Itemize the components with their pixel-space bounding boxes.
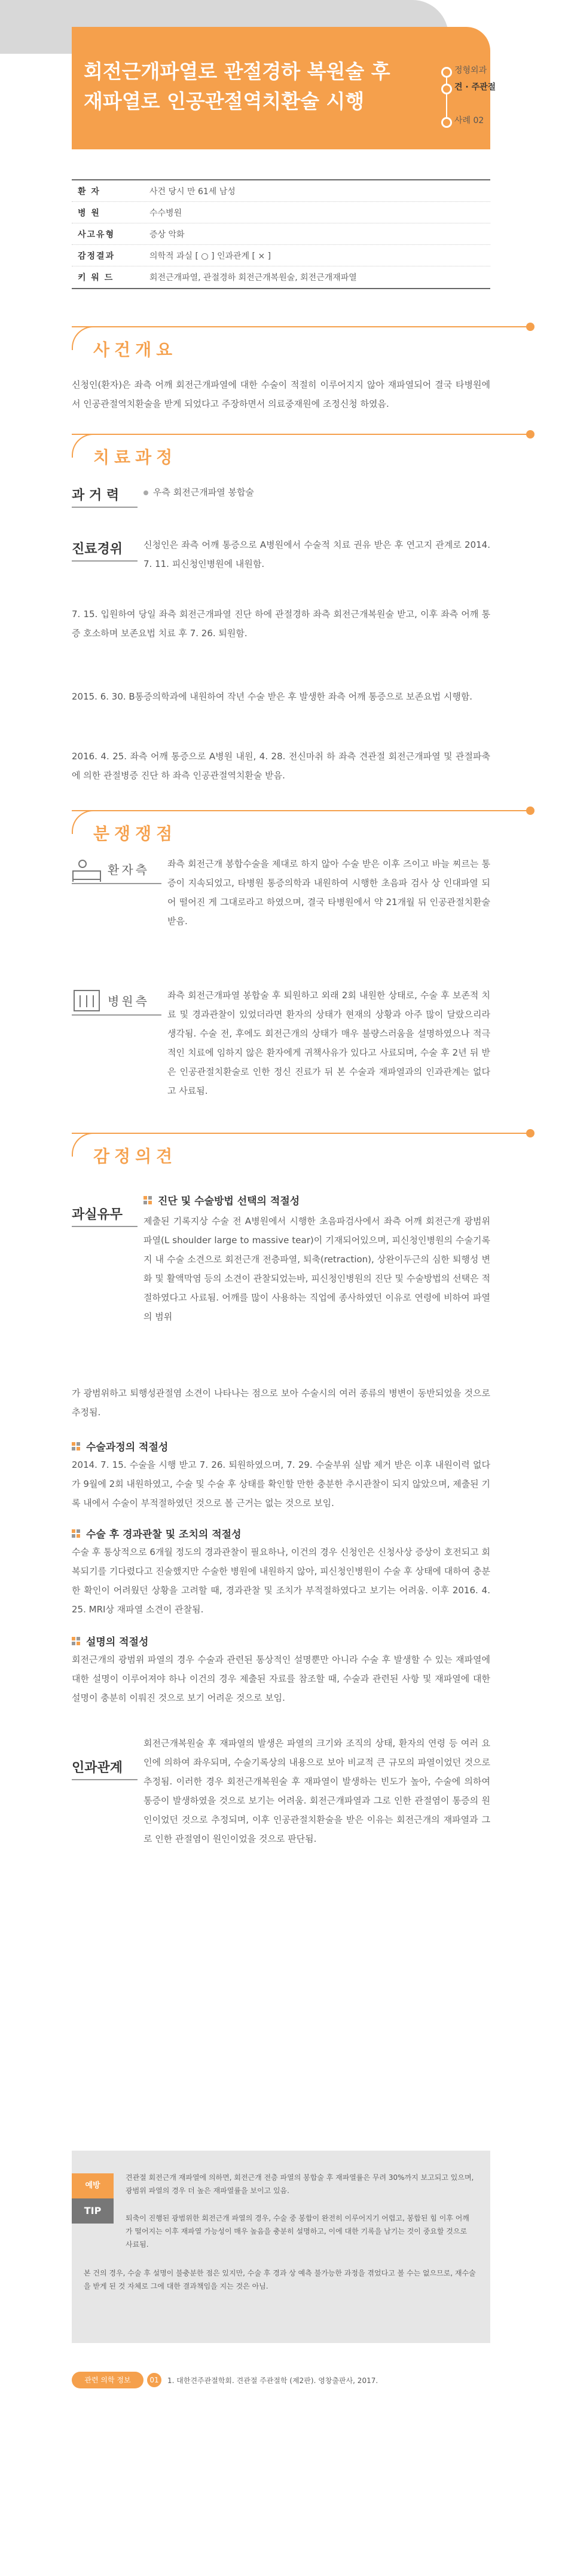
tip-badge: 예방 TIP xyxy=(72,2173,114,2224)
course-p2: 7. 15. 입원하여 당일 좌측 회전근개파열 진단 하에 관절경하 좌측 회전근개복원술 받고, 이후 좌측 어깨 통증 호소하며 보존요법 치료 후 7. 26. 퇴원함. xyxy=(72,609,490,639)
overview-text: 신청인(환자)은 좌측 어깨 회전근개파열에 대한 수술이 적절히 이루어지지 않아 재파열되어 결국 타병원에서 인공관절역치환술을 받게 되었다고 주장하면서 의료중재원에 조정신청 하였음. xyxy=(72,379,490,409)
opinion-s1-text-a: 제출된 기록지상 수술 전 A병원에서 시행한 초음파검사에서 좌측 어깨 회전근개 광범위 파열(L shoulder large to massive tear)이 기재되어있으며, 피신청인병원의 수술기록지 내 수술 소견으로 회전근개 전층파열, 퇴축(retraction), 상완이두근의 심한 퇴행성 변화 및 활액막염 등의 소견이 관찰되었는바, 피신청인병원의 진단 및 수술방법의 선택은 적절하였다고 사료됨. 어깨를 많이 사용하는 직업에 종사하였던 이유로 연령에 비하여 파열의 범위 xyxy=(143,1216,490,1322)
square-bullet-icon xyxy=(143,1196,152,1204)
category-dot-1 xyxy=(441,67,452,78)
ref-number: 01 xyxy=(147,2373,161,2387)
tip-text-2: 퇴축이 진행된 광범위한 회전근개 파열의 경우, 수술 중 봉합이 완전히 이루어지기 어렵고, 봉합된 힘 이후 어깨가 떨어지는 이후 재파열 가능성이 매우 높음을 충분히 설명하고, 이에 대한 기록을 남기는 것이 중요할 것으로 사료됨. xyxy=(126,2214,469,2249)
category-area: 견 · 주관절 xyxy=(454,82,496,92)
category-dot-2 xyxy=(441,84,452,94)
opinion-sub-1: 진단 및 수술방법 선택의 적절성 xyxy=(143,1192,300,1207)
opinion-sub-3: 수술 후 경과관찰 및 조치의 적절성 xyxy=(72,1526,242,1541)
cause-text: 회전근개복원술 후 재파열의 발생은 파열의 크기와 조직의 상태, 환자의 연령 등 여러 요인에 의하여 좌우되며, 수술기록상의 내용으로 보아 비교적 큰 규모의 파열이었던 것으로 추정됨. 이러한 경우 회전근개복원술 후 재파열이 발생하는 빈도가 높아, 수술에 의하여 통증이 발생하였을 것으로 보기는 어려움. 회전근개파열과 그로 인한 관절염이 통증의 원인이었던 것으로 추정되며, 이후 인공관절치환술을 받은 이유는 회전근개의 재파열과 그로 인한 관절염이 원인이었을 것으로 판단됨. xyxy=(143,1738,490,1844)
cause-label: 인과관계 xyxy=(72,1761,123,1775)
square-bullet-icon xyxy=(72,1529,80,1538)
category-dept: 정형외과 xyxy=(454,66,487,75)
opinion-s2-text: 2014. 7. 15. 수술을 시행 받고 7. 26. 퇴원하였으며, 7. 29. 수술부위 실밥 제거 받은 이후 내원이력 없다가 9월에 2회 내원하였고, 수술 및 수술 후 상태를 확인할 만한 충분한 추시관찰이 되지 않았으며, 제출된 기록 내에서 수술이 부적절하였던 것으로 볼 근거는 없는 것으로 보임. xyxy=(72,1459,490,1508)
category-case: 사례 02 xyxy=(454,116,484,125)
section-title: 분쟁쟁점 xyxy=(93,824,178,844)
patient-side-text: 좌측 회전근개 봉합수술을 제대로 하지 않아 수술 받은 이후 즈이고 바늘 찌르는 통증이 지속되었고, 타병원 통증의학과 내원하여 시행한 초음파 검사 상 인대파열 되어 떨어진 게 그대로라고 하였으며, 결국 타병원에서 약 21개월 뒤 인공관절치환술 받음. xyxy=(167,858,490,927)
title-line-2: 재파열로 인공관절역치환술 시행 xyxy=(84,90,365,113)
info-row-result: 감정결과 의학적 과실 [ ○ ] 인과관계 [ × ] xyxy=(72,245,490,266)
reference-text: 1. 대한견주관절학회. 견관절 주관절학 (제2판). 영창출판사, 2017. xyxy=(167,2376,378,2385)
title-line-1: 회전근개파열로 관절경하 복원술 후 xyxy=(84,60,390,83)
page-title xyxy=(84,57,419,116)
square-bullet-icon xyxy=(72,1442,80,1450)
info-row-type: 사고유형 증상 악화 xyxy=(72,223,490,245)
section-opinion xyxy=(72,1129,532,1165)
fault-label: 과실유무 xyxy=(72,1207,123,1222)
section-title: 사건개요 xyxy=(93,340,178,360)
tip-text-3: 본 건의 경우, 수술 후 설명이 불충분한 점은 있지만, 수술 후 경과 상 예측 불가능한 과정을 겪었다고 볼 수는 없으므로, 재수술을 받게 된 것 자체로 그에 대한 결과책임을 지는 것은 아님. xyxy=(84,2269,476,2290)
prevention-tip-box xyxy=(72,2151,490,2343)
info-row-patient: 환 자 사건 당시 만 61세 남성 xyxy=(72,180,490,202)
hospital-side-text: 좌측 회전근개파열 봉합술 후 퇴원하고 외래 2회 내원한 상태로, 수술 후 보존적 치료 및 경과관찰이 있었더라면 환자의 상태가 현재의 상황과 아주 많이 달랐으리라 생각됨. 수술 전, 후에도 회전근개의 상태가 매우 불량스러움을 설명하였으나 적극적인 치료에 임하지 않은 환자에게 귀책사유가 있다고 사료되며, 수술 후 2년 뒤 받은 인공관절치환술로 인한 정신 진료가 뒤 본 수술과 재파열과의 인과관계는 없다고 사료됨. xyxy=(167,990,490,1096)
course-p4: 2016. 4. 25. 좌측 어깨 통증으로 A병원 내원, 4. 28. 전신마취 하 좌측 견관절 회전근개파열 및 관절파축에 의한 관절병증 진단 하 좌측 인공관절역치환술 받음. xyxy=(72,751,490,781)
opinion-s3-text: 수술 후 통상적으로 6개월 정도의 경과관찰이 필요하나, 이건의 경우 신청인은 신청사상 증상이 호전되고 회복되기를 기다렸다고 진술했지만 수술한 병원에 내원하지 않아, 피신청인병원이 수술 후 상태에 대하여 충분한 확인이 어려웠던 상황을 고려할 때, 경과관찰 및 조치가 부적절하였다고 보기는 어려움. 이후 2016. 4. 25. MRI상 재파열 소견이 관찰됨. xyxy=(72,1547,490,1615)
category-list xyxy=(454,63,526,130)
section-dispute xyxy=(72,806,532,842)
section-overview xyxy=(72,323,532,358)
category-dot-3 xyxy=(441,117,452,128)
course-p1: 신청인은 좌측 어깨 통증으로 A병원에서 수술적 치료 권유 받은 후 연고지 관계로 2014. 7. 11. 피신청인병원에 내원함. xyxy=(143,539,490,569)
info-row-keywords: 키 워 드 회전근개파열, 관절경하 회전근개복원술, 회전근개재파열 xyxy=(78,273,357,283)
info-row-hospital: 병 원 수수병원 xyxy=(72,202,490,223)
opinion-sub-2: 수술과정의 적절성 xyxy=(72,1439,168,1453)
hospital-icon xyxy=(72,987,102,1013)
square-bullet-icon xyxy=(72,1637,80,1645)
related-info-badge: 관련 의학 정보 xyxy=(72,2372,143,2388)
case-info-table xyxy=(72,179,490,289)
tip-text-1: 견관절 회전근개 재파열에 의하면, 회전근개 전층 파열의 봉합술 후 재파열률은 무려 30%까지 보고되고 있으며, 광범위 파열의 경우 더 높은 재파열률을 보이고 있음. xyxy=(126,2173,474,2195)
section-title: 치료과정 xyxy=(93,447,178,467)
patient-side-label: 환자측 xyxy=(108,863,149,877)
patient-icon xyxy=(72,855,102,882)
opinion-sub-4: 설명의 적절성 xyxy=(72,1633,148,1648)
section-title: 감정의견 xyxy=(93,1146,178,1166)
past-history-value: 우측 회전근개파열 봉합술 xyxy=(143,483,490,502)
hospital-side-label: 병원측 xyxy=(108,994,149,1008)
past-history-label: 과 거 력 xyxy=(72,488,120,503)
opinion-s1-text-b: 가 광범위하고 퇴행성관절염 소견이 나타나는 점으로 보아 수술시의 여러 종류의 병변이 동반되었을 것으로 추정됨. xyxy=(72,1388,490,1418)
opinion-s4-text: 회전근개의 광범위 파열의 경우 수술과 관련된 통상적인 설명뿐만 아니라 수술 후 발생할 수 있는 재파열에 대한 설명이 이루어져야 하나 이건의 경우 제출된 자료를 참조할 때, 수술과 관련된 사항 및 재파열에 대한 설명이 충분히 이뤄진 것으로 보기 어려운 것으로 보임. xyxy=(72,1654,490,1703)
course-p3: 2015. 6. 30. B통증의학과에 내원하여 작년 수술 받은 후 발생한 좌측 어깨 통증으로 보존요법 시행함. xyxy=(72,691,473,702)
course-label: 진료경위 xyxy=(72,542,123,557)
section-treatment xyxy=(72,430,532,466)
